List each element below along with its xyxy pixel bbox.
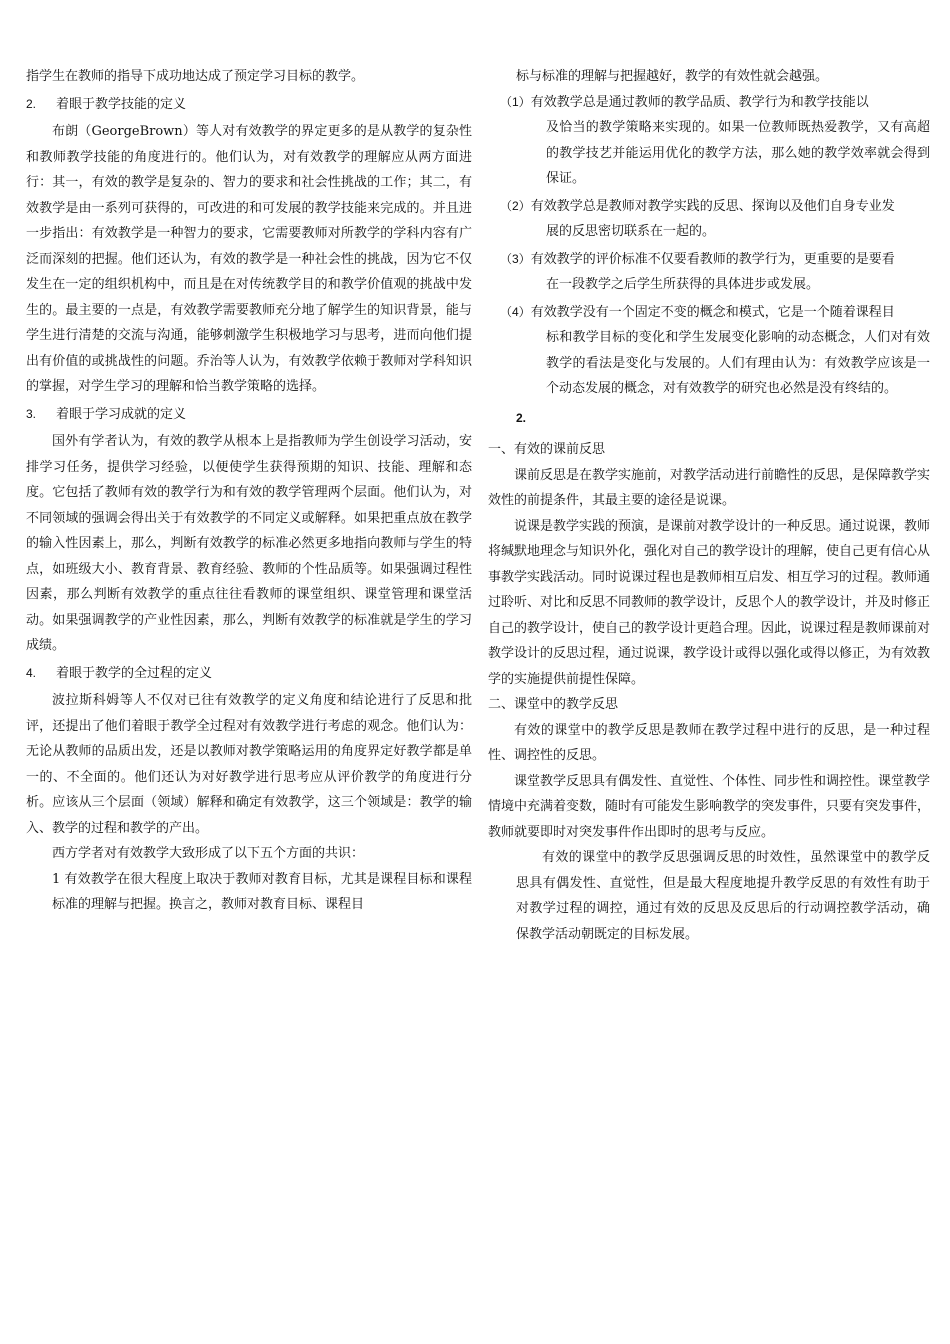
consensus-item-rest: 在一段教学之后学生所获得的具体进步或发展。: [546, 277, 820, 292]
paragraph-reflection-traits: 课堂教学反思具有偶发性、直觉性、个体性、同步性和调控性。课堂教学情境中充满着变数，随时有可能发生影响教学的突发事件，只要有突发事件，教师就要即时对突发事件作出即时的思考与反应。: [488, 773, 931, 840]
consensus-item-first-line: [488, 194, 930, 220]
item-text: 有效教学没有一个固定不变的概念和模式，它是一个随着课程目: [530, 304, 895, 320]
paragraph-reflection-timeliness: 有效的课堂中的教学反思强调反思的时效性，虽然课堂中的教学反思具有偶发性、直觉性，但是最大程度地提升教学反思的有效性有助于对教学过程的调控，通过有效的反思及反思后的行动调控教学活动，确保教学活动朝既定的目标发展。: [516, 850, 930, 942]
paragraph-skill-definition: 布朗（GeorgeBrown）等人对有效教学的界定更多的是从教学的复杂性和教师教学技能的角度进行的。他们认为，对有效教学的理解应从两方面进行：其一，有效的教学是复杂的、智力的要求和社会性挑战的工作；其二，有效教学是由一系列可获得的，可改进的和可发展的教学技能来完成的。并且进一步指出：有效教学是一种智力的要求，它需要教师对所教学的学科内容有广泛而深刻的把握。他们还认为，有效的教学是一种社会性的挑战，因为它不仅发生在一定的组织机构中，而且是在对传统教学目的和教学价值观的挑战中发生的。最主要的一点是，有效教学需要教师充分地了解学生的知识背景，能与学生进行清楚的交流与沟通，能够刺激学生积极地学习与思考，进而向他们提出有价值的或挑战性的问题。乔治等人认为，有效教学依赖于教师对学科知识的掌握，对学生学习的理解和恰当教学策略的选择。: [26, 124, 472, 394]
heading-text: 着眼于教学技能的定义: [56, 96, 187, 112]
section-number: 2.: [516, 410, 527, 425]
item-number: （4）: [500, 304, 531, 319]
heading-number: 3.: [26, 406, 37, 421]
consensus-item-rest: 展的反思密切联系在一起的。: [546, 224, 716, 239]
heading-process-definition: [26, 661, 472, 687]
right-column: [488, 64, 930, 947]
consensus-item-first-line: [488, 247, 930, 273]
heading-number: 4.: [26, 665, 37, 680]
consensus-item-1: 1 有效教学在很大程度上取决于教师对教育目标，尤其是课程目标和课程标准的理解与把握。换言之，教师对教育目标、课程目: [52, 871, 472, 912]
paragraph-process-definition: 波拉斯科姆等人不仅对已往有效教学的定义角度和结论进行了反思和批评，还提出了他们着眼于教学全过程对有效教学进行考虑的观念。他们认为：无论从教师的品质出发，还是以教师对教学策略运用的角度界定好教学都是单一的、不全面的。他们还认为对好教学进行思考应从评价教学的角度进行分析。应该从三个层面（领域）解释和确定有效教学，这三个领域是：教学的输入、教学的过程和教学的产出。: [26, 693, 472, 836]
consensus-item-first-line: [488, 90, 930, 116]
item-text: 有效教学总是通过教师的教学品质、教学行为和教学技能以: [530, 94, 869, 110]
heading-achievement-definition: [26, 402, 472, 428]
heading-skill-definition: [26, 92, 472, 118]
heading-number: 2.: [26, 96, 37, 111]
heading-text: 着眼于教学的全过程的定义: [56, 665, 213, 681]
paragraph-consensus-intro: 西方学者对有效教学大致形成了以下五个方面的共识：: [52, 846, 365, 861]
consensus-item: [488, 90, 930, 192]
heading-text: 着眼于学习成就的定义: [56, 406, 187, 422]
consensus-item-rest: 及恰当的教学策略来实现的。如果一位教师既热爱教学，又有高超的教学技艺并能运用优化的教学方法，那么她的教学效率就会得到保证。: [546, 120, 930, 186]
item-text: 有效教学的评价标准不仅要看教师的教学行为，更重要的是要看: [530, 251, 895, 267]
section-heading-pre-class-reflection: 一、有效的课前反思: [488, 442, 606, 457]
paragraph-continuation: 指学生在教师的指导下成功地达成了预定学习目标的教学。: [26, 69, 365, 84]
consensus-item: [488, 300, 930, 402]
paragraph-achievement-definition: 国外有学者认为，有效的教学从根本上是指教师为学生创设学习活动，安排学习任务，提供学习经验，以便使学生获得预期的知识、技能、理解和态度。它包括了教师有效的教学行为和有效的教学管理两个层面。他们认为，对不同领域的强调会得出关于有效教学的不同定义或解释。如果把重点放在教学的输入性因素上，那么，判断有效教学的标准必然更多地指向教师与学生的特点，如班级大小、教育背景、教育经验、教师的个性品质等。如果强调过程性因素，那么判断有效教学的重点往往看教师的课堂组织、课堂管理和课堂活动。如果强调教学的产业性因素，那么，判断有效教学的标准就是学生的学习成绩。: [26, 434, 472, 653]
left-column: [26, 64, 472, 918]
paragraph-in-class-reflection: 有效的课堂中的教学反思是教师在教学过程中进行的反思，是一种过程性、调控性的反思。: [488, 722, 930, 763]
consensus-item-rest: 标和教学目标的变化和学生发展变化影响的动态概念，人们对有效教学的看法是变化与发展的。人们有理由认为：有效教学应该是一个动态发展的概念，对有效教学的研究也必然是没有终结的。: [546, 330, 930, 396]
paragraph-continuation: 标与标准的理解与把握越好，教学的有效性就会越强。: [516, 69, 829, 84]
consensus-item-first-line: [488, 300, 930, 326]
paragraph-lesson-presentation: 说课是教学实践的预演，是课前对教学设计的一种反思。通过说课，教师将缄默地理念与知识外化，强化对自己的教学设计的理解，使自己更有信心从事教学实践活动。同时说课过程也是教师相互启发、相互学习的过程。教师通过聆听、对比和反思不同教师的教学设计，反思个人的教学设计，并及时修正自己的教学设计，使自己的教学设计更趋合理。因此，说课过程是教师课前对教学设计的反思过程，通过说课，教学设计或得以强化或得以修正，为有效教学的实施提供前提性保障。: [488, 518, 931, 687]
item-text: 有效教学总是教师对教学实践的反思、探询以及他们自身专业发: [530, 198, 895, 214]
item-number: （2）: [500, 198, 531, 213]
item-number: （3）: [500, 251, 531, 266]
consensus-item: [488, 194, 930, 245]
section-heading-in-class-reflection: 二、课堂中的教学反思: [488, 697, 619, 712]
item-number: （1）: [500, 94, 531, 109]
paragraph-pre-class-reflection: 课前反思是在教学实施前，对教学活动进行前瞻性的反思，是保障教学实效性的前提条件，其最主要的途径是说课。: [488, 467, 931, 508]
consensus-item: [488, 247, 930, 298]
